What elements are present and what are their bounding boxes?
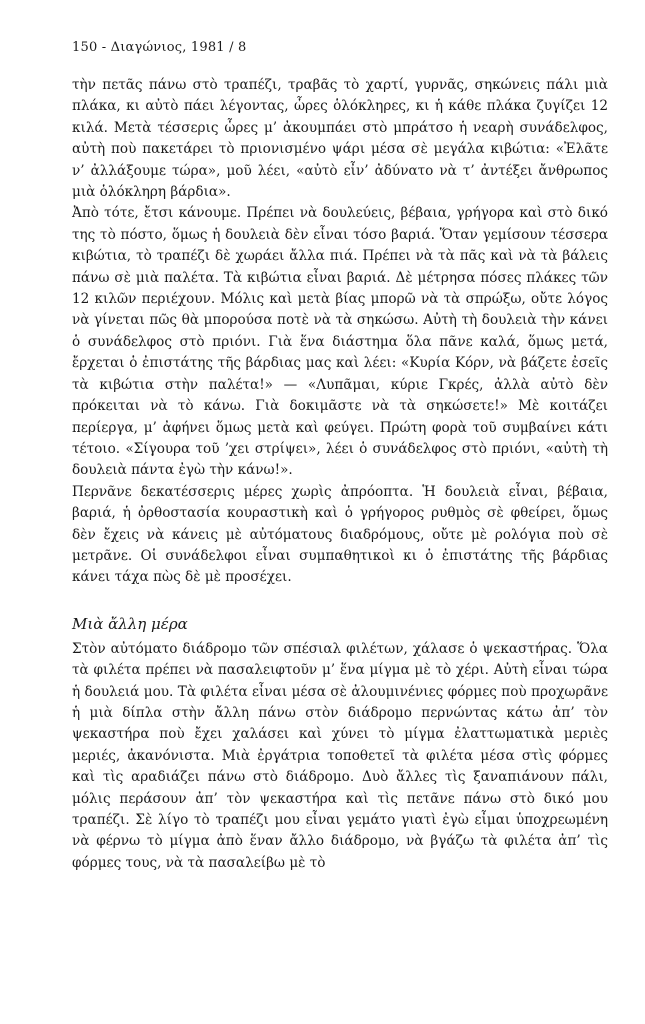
section-heading: Μιὰ ἄλλη μέρα [72, 614, 188, 633]
book-page [72, 40, 608, 874]
paragraph: Περνᾶνε δεκατέσσερις μέρες χωρὶς ἀπρόοπτα. Ἡ δουλειὰ εἶναι, βέβαια, βαριά, ἡ ὀρθοστασία κουραστικὴ καὶ ὁ γρήγορος ρυθμὸς σὲ φθείρει, ὅμως δὲν ἔχεις νὰ κάνεις μὲ αὐτόματους διαδρόμους, οὔτε μὲ ρολόγια ποὺ σὲ μετρᾶνε. Οἱ συνάδελφοι εἶναι συμπαθητικοὶ κι ὁ ἐπιστάτης τῆς βάρδιας κάνει τάχα πὼς δὲ μὲ προσέχει. [72, 483, 608, 586]
paragraph: τὴν πετᾶς πάνω στὸ τραπέζι, τραβᾶς τὸ χαρτί, γυρνᾶς, σηκώνεις πάλι μιὰ πλάκα, κι αὐτὸ πάει λέγοντας, ὧρες ὁλόκληρες, κι ἡ κάθε πλάκα ζυγίζει 12 κιλά. Μετὰ τέσσερις ὧρες μ’ ἀκουμπάει στὸ μπράτσο ἡ νεαρὴ συνάδελφος, αὐτὴ ποὺ πακετάρει τὸ πριονισμένο ψάρι μέσα σὲ μεγάλα κιβώτια: «Ἐλᾶτε ν’ ἀλλάξουμε τώρα», μοῦ λέει, «αὐτὸ εἶν’ ἀδύνατο νὰ τ’ ἀντέξει ἄνθρωπος μιὰ ὁλόκληρη βάρδια». [72, 77, 608, 201]
paragraph: Στὸν αὐτόματο διάδρομο τῶν σπέσιαλ φιλέτων, χάλασε ὁ ψεκαστήρας. Ὅλα τὰ φιλέτα πρέπει νὰ πασαλειφτοῦν μ’ ἕνα μίγμα μὲ τὸ χέρι. Αὐτὴ εἶναι τώρα ἡ δουλειά μου. Τὰ φιλέτα εἶναι μέσα σὲ ἀλουμινένιες φόρμες ποὺ προχωρᾶνε ἡ μιὰ δίπλα στὴν ἄλλη πάνω στὸν διάδρομο περνώντας κάτω ἀπ’ τὸν ψεκαστήρα ποὺ ἔχει χαλάσει καὶ χύνει τὸ μίγμα ἐλαττωματικὰ μεριὲς μεριές, ἀκανόνιστα. Μιὰ ἐργάτρια τοποθετεῖ τὰ φιλέτα μέσα στὶς φόρμες καὶ τὶς αραδιάζει πάνω στὸ διάδρομο. Δυὸ ἄλλες τὶς ξαναπιάνουν πάλι, μόλις περάσουν ἀπ’ τὸν ψεκαστήρα καὶ τὶς πετᾶνε πάνω στὸ δικό μου τραπέζι. Σὲ λίγο τὸ τραπέζι μου εἶναι γεμάτο γιατὶ ἐγὼ εἶμαι ὑποχρεωμένη νὰ φέρνω τὸ μίγμα ἀπὸ ἕναν ἄλλο διάδρομο, νὰ βγάζω τὰ φιλέτα ἀπ’ τὶς φόρμες τους, νὰ τὰ πασαλείβω μὲ τὸ [72, 640, 608, 871]
paragraph: Ἀπὸ τότε, ἔτσι κάνουμε. Πρέπει νὰ δουλεύεις, βέβαια, γρήγορα καὶ στὸ δικό της τὸ πόστο, ὅμως ἡ δουλειὰ δὲν εἶναι τόσο βαριά. Ὅταν γεμίσουν τέσσερα κιβώτια, τὸ τραπέζι δὲ χωράει ἄλλα πιά. Πρέπει νὰ τὰ πᾶς καὶ νὰ τὰ βάλεις πάνω σὲ μιὰ παλέτα. Τὰ κιβώτια εἶναι βαριά. Δὲ μέτρησα πόσες πλάκες τῶν 12 κιλῶν περιέχουν. Μόλις καὶ μετὰ βίας μπορῶ νὰ τὰ σπρώξω, οὔτε λόγος νὰ γίνεται πῶς θὰ μπορούσα ποτὲ νὰ τὰ σηκώσω. Αὐτὴ τὴ δουλειὰ τὴν κάνει ὁ συνάδελφος στὸ πριόνι. Γιὰ ἕνα διάστημα ὅλα πᾶνε καλά, ὅμως μετά, ἔρχεται ὁ ἐπιστάτης τῆς βάρδιας μας καὶ λέει: «Κυρία Κόρν, νὰ βάζετε ἐσεῖς τὰ κιβώτια στὴν παλέτα!» — «Λυπᾶμαι, κύριε Γκρές, ἀλλὰ αὐτὸ δὲν πρόκειται νὰ τὸ κάνω. Γιὰ δοκιμᾶστε νὰ τὰ σηκώσετε!» Μὲ κοιτάζει περίεργα, μ’ ἀφήνει ὅμως μετὰ καὶ φεύγει. Πρώτη φορὰ τοῦ συμβαίνει κάτι τέτοιο. «Σίγουρα τοῦ ’χει στρίψει», λέει ὁ συνάδελφος στὸ πριόνι, «αὐτὴ τὴ δουλειὰ πάντα ἐγὼ τὴν κάνω!». [72, 205, 608, 479]
running-head: 150 - Διαγώνιος, 1981 / 8 [72, 40, 247, 55]
